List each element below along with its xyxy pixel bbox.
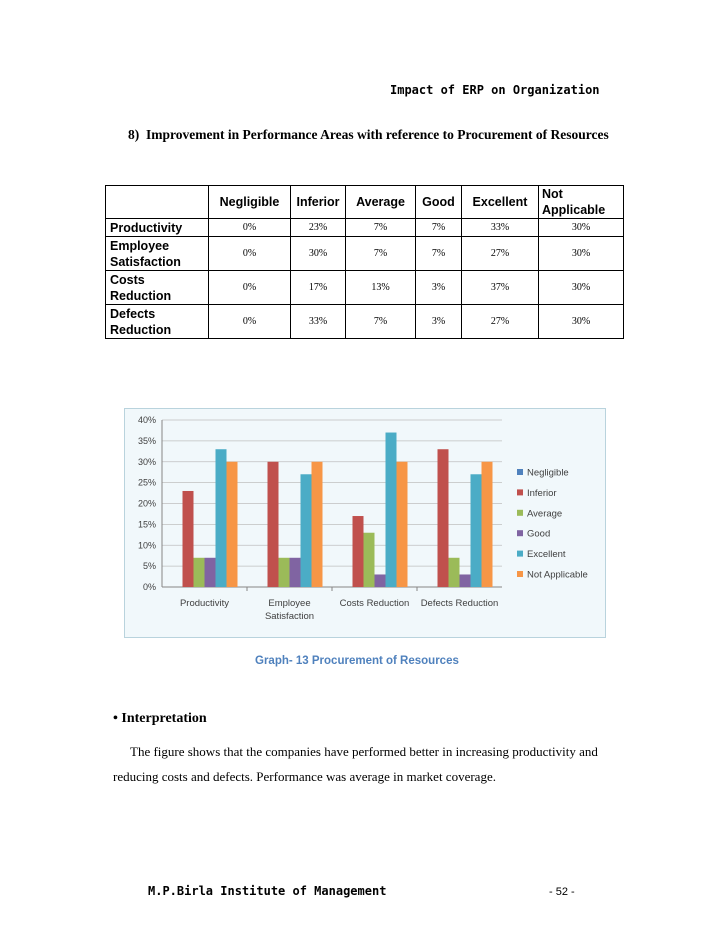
bar-not-applicable xyxy=(227,462,238,587)
x-tick-label: Productivity xyxy=(179,598,230,609)
bar-average xyxy=(279,558,290,587)
running-header: Impact of ERP on Organization xyxy=(390,83,600,97)
legend-label: Inferior xyxy=(527,487,557,499)
table-cell: 30% xyxy=(539,271,624,305)
bar-chart xyxy=(125,409,605,637)
bar-average xyxy=(364,533,375,587)
y-tick-label: 10% xyxy=(137,540,156,551)
footer-page-number: - 52 - xyxy=(549,886,575,898)
bar-excellent xyxy=(386,433,397,587)
bar-excellent xyxy=(471,474,482,587)
x-tick-label: Costs Reduction xyxy=(339,598,410,609)
table-cell: 7% xyxy=(346,305,416,339)
legend-label: Average xyxy=(527,508,563,520)
row-label-line: Defects xyxy=(110,306,156,321)
bar-excellent xyxy=(301,474,312,587)
table-cell: 0% xyxy=(209,305,291,339)
table-row xyxy=(106,271,624,305)
chart-caption: Graph- 13 Procurement of Resources xyxy=(255,655,459,667)
table-cell: 7% xyxy=(346,219,416,237)
table-cell: 30% xyxy=(539,305,624,339)
table-cell: 17% xyxy=(291,271,346,305)
bar-not-applicable xyxy=(312,462,323,587)
chart-frame xyxy=(124,408,606,638)
bar-good xyxy=(205,558,216,587)
bar-not-applicable xyxy=(482,462,493,587)
table-cell: 30% xyxy=(291,237,346,271)
table-cell: 7% xyxy=(346,237,416,271)
table-row xyxy=(106,219,624,237)
legend-label: Excellent xyxy=(527,549,566,561)
row-label xyxy=(106,305,209,339)
table-header-blank xyxy=(106,186,209,219)
row-label-line: Reduction xyxy=(110,288,172,303)
row-label-line: Costs xyxy=(110,272,145,287)
y-tick-label: 0% xyxy=(142,582,156,592)
table-cell: 0% xyxy=(209,271,291,305)
legend-swatch xyxy=(517,530,523,536)
bar-inferior xyxy=(268,462,279,587)
bar-average xyxy=(194,558,205,587)
row-label: Productivity xyxy=(106,219,209,237)
table-header-line: Not xyxy=(542,187,563,201)
table-cell: 7% xyxy=(416,219,462,237)
table-row xyxy=(106,237,624,271)
table-cell: 3% xyxy=(416,271,462,305)
bar-inferior xyxy=(183,491,194,587)
bar-not-applicable xyxy=(397,462,408,587)
table-header-cell: Negligible xyxy=(209,186,291,219)
bar-inferior xyxy=(353,516,364,587)
table-header-cell: Excellent xyxy=(462,186,539,219)
bar-good xyxy=(290,558,301,587)
table-cell: 23% xyxy=(291,219,346,237)
table-header-cell xyxy=(539,186,624,219)
table-header-line: Applicable xyxy=(542,203,606,217)
bar-good xyxy=(460,574,471,587)
table-header-row xyxy=(106,186,624,219)
row-label xyxy=(106,271,209,305)
y-tick-label: 15% xyxy=(137,519,156,530)
section-heading xyxy=(128,127,609,143)
table-cell: 3% xyxy=(416,305,462,339)
x-tick-label: Satisfaction xyxy=(264,611,315,622)
y-tick-label: 30% xyxy=(137,456,156,467)
legend-swatch xyxy=(517,551,523,557)
table-cell: 30% xyxy=(539,219,624,237)
row-label-line: Satisfaction xyxy=(110,254,181,269)
table-header-cell: Inferior xyxy=(291,186,346,219)
row-label-line: Reduction xyxy=(110,322,172,337)
legend-swatch xyxy=(517,489,523,495)
table-cell: 27% xyxy=(462,305,539,339)
table-cell: 30% xyxy=(539,237,624,271)
footer-institute: M.P.Birla Institute of Management xyxy=(148,884,387,898)
x-tick-label: Employee xyxy=(268,598,311,609)
bar-excellent xyxy=(216,449,227,587)
section-number: 8) xyxy=(128,127,140,142)
legend-label: Negligible xyxy=(527,467,569,479)
bar-good xyxy=(375,574,386,587)
table-header-cell: Average xyxy=(346,186,416,219)
table-cell: 27% xyxy=(462,237,539,271)
x-tick-label: Defects Reduction xyxy=(420,598,499,609)
section-title-text: Improvement in Performance Areas with reference to Procurement of Resources xyxy=(146,127,609,142)
legend-swatch xyxy=(517,510,523,516)
table-cell: 7% xyxy=(416,237,462,271)
table-cell: 33% xyxy=(462,219,539,237)
row-label-line: Employee xyxy=(110,238,170,253)
y-tick-label: 20% xyxy=(137,498,156,509)
y-tick-label: 40% xyxy=(137,415,156,425)
bar-inferior xyxy=(438,449,449,587)
y-tick-label: 35% xyxy=(137,435,156,446)
table-cell: 0% xyxy=(209,237,291,271)
legend-label: Not Applicable xyxy=(527,569,588,581)
interpretation-heading: • Interpretation xyxy=(113,711,207,726)
bar-average xyxy=(449,558,460,587)
y-tick-label: 25% xyxy=(137,477,156,488)
table-cell: 33% xyxy=(291,305,346,339)
y-tick-label: 5% xyxy=(142,561,156,572)
table-header-cell: Good xyxy=(416,186,462,219)
legend-swatch xyxy=(517,469,523,475)
legend-swatch xyxy=(517,571,523,577)
legend-label: Good xyxy=(527,528,551,540)
table-cell: 13% xyxy=(346,271,416,305)
table-cell: 37% xyxy=(462,271,539,305)
table-row xyxy=(106,305,624,339)
interpretation-text: The figure shows that the companies have performed better in increasing productivity and reducing costs and defects. Performance was average in market coverage. xyxy=(113,744,598,784)
table-cell: 0% xyxy=(209,219,291,237)
performance-table xyxy=(105,185,624,339)
row-label xyxy=(106,237,209,271)
